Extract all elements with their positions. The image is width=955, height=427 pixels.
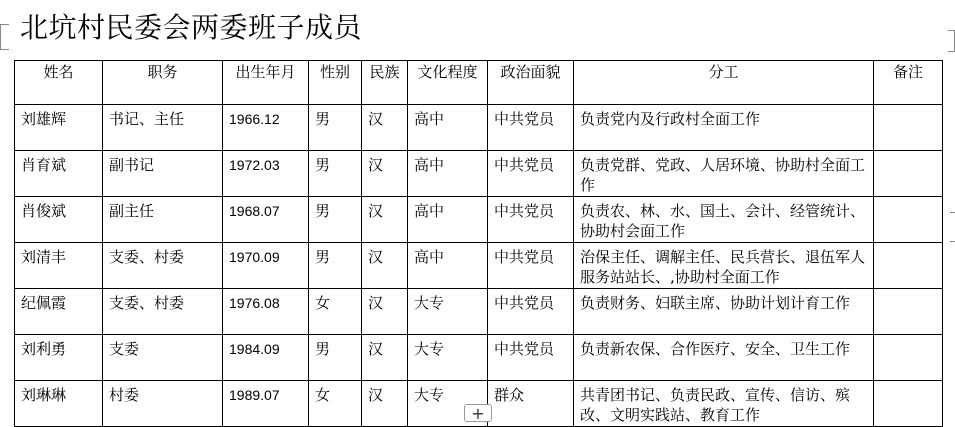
cell-education[interactable]: 高中 [408, 105, 488, 151]
cell-duty[interactable]: 负责财务、妇联主席、协助计划计育工作 [574, 289, 874, 335]
cell-ethnicity[interactable]: 汉 [362, 381, 408, 427]
cell-gender[interactable]: 男 [309, 105, 362, 151]
cell-birth[interactable]: 1968.07 [223, 197, 309, 243]
cell-gender[interactable]: 男 [309, 335, 362, 381]
table-row [15, 335, 943, 381]
cell-position[interactable]: 书记、主任 [103, 105, 223, 151]
cell-name[interactable]: 肖俊斌 [15, 197, 103, 243]
cell-position[interactable]: 副主任 [103, 197, 223, 243]
cell-birth[interactable]: 1989.07 [223, 381, 309, 427]
cell-position[interactable]: 支委、村委 [103, 243, 223, 289]
cell-remarks[interactable] [874, 335, 943, 381]
table-row [15, 105, 943, 151]
cell-political[interactable]: 中共党员 [488, 335, 574, 381]
cell-political[interactable]: 中共党员 [488, 197, 574, 243]
cell-name[interactable]: 刘利勇 [15, 335, 103, 381]
table-row [15, 197, 943, 243]
cell-position[interactable]: 支委、村委 [103, 289, 223, 335]
cell-birth[interactable]: 1976.08 [223, 289, 309, 335]
cell-political[interactable]: 群众 [488, 381, 574, 427]
table-row [15, 289, 943, 335]
cell-remarks[interactable] [874, 197, 943, 243]
members-table [14, 60, 943, 427]
cell-education[interactable]: 高中 [408, 243, 488, 289]
cell-remarks[interactable] [874, 289, 943, 335]
cell-ethnicity[interactable]: 汉 [362, 335, 408, 381]
cell-education[interactable]: 大专 [408, 381, 488, 427]
cell-name[interactable]: 纪佩霞 [15, 289, 103, 335]
table-header-row [15, 61, 943, 105]
header-gender: 性别 [309, 61, 362, 105]
cell-gender[interactable]: 男 [309, 151, 362, 197]
cell-duty[interactable]: 负责党群、党政、人居环境、协助村全面工作 [574, 151, 874, 197]
cell-remarks[interactable] [874, 243, 943, 289]
header-name: 姓名 [15, 61, 103, 105]
cell-education[interactable]: 高中 [408, 151, 488, 197]
cell-duty[interactable]: 负责党内及行政村全面工作 [574, 105, 874, 151]
cell-education[interactable]: 高中 [408, 197, 488, 243]
header-political: 政治面貌 [488, 61, 574, 105]
table-row [15, 151, 943, 197]
cell-ethnicity[interactable]: 汉 [362, 151, 408, 197]
cell-remarks[interactable] [874, 105, 943, 151]
header-duty: 分工 [574, 61, 874, 105]
page-margin-mark-right [948, 30, 955, 52]
add-row-button[interactable]: + [464, 404, 492, 422]
page-margin-mark-left [0, 24, 9, 50]
cell-gender[interactable]: 男 [309, 197, 362, 243]
cell-gender[interactable]: 男 [309, 243, 362, 289]
header-education: 文化程度 [408, 61, 488, 105]
cell-political[interactable]: 中共党员 [488, 105, 574, 151]
table-row [15, 243, 943, 289]
cell-ethnicity[interactable]: 汉 [362, 289, 408, 335]
cell-name[interactable]: 刘琳琳 [15, 381, 103, 427]
cell-political[interactable]: 中共党员 [488, 151, 574, 197]
header-position: 职务 [103, 61, 223, 105]
cell-education[interactable]: 大专 [408, 335, 488, 381]
cell-duty[interactable]: 负责新农保、合作医疗、安全、卫生工作 [574, 335, 874, 381]
cell-position[interactable]: 副书记 [103, 151, 223, 197]
cell-birth[interactable]: 1966.12 [223, 105, 309, 151]
cell-name[interactable]: 肖育斌 [15, 151, 103, 197]
cell-political[interactable]: 中共党员 [488, 243, 574, 289]
cell-education[interactable]: 大专 [408, 289, 488, 335]
cell-position[interactable]: 村委 [103, 381, 223, 427]
cell-position[interactable]: 支委 [103, 335, 223, 381]
cell-duty[interactable]: 治保主任、调解主任、民兵营长、退伍军人服务站站长、,协助村全面工作 [574, 243, 874, 289]
cell-name[interactable]: 刘清丰 [15, 243, 103, 289]
cell-name[interactable]: 刘雄辉 [15, 105, 103, 151]
cell-birth[interactable]: 1970.09 [223, 243, 309, 289]
header-ethnicity: 民族 [362, 61, 408, 105]
cell-duty[interactable]: 负责农、林、水、国土、会计、经管统计、协助村会面工作 [574, 197, 874, 243]
page-margin-mark-right-lower [950, 212, 955, 242]
cell-birth[interactable]: 1972.03 [223, 151, 309, 197]
cell-political[interactable]: 中共党员 [488, 289, 574, 335]
cell-ethnicity[interactable]: 汉 [362, 105, 408, 151]
cell-birth[interactable]: 1984.09 [223, 335, 309, 381]
cell-gender[interactable]: 女 [309, 381, 362, 427]
document-title: 北坑村民委会两委班子成员 [20, 11, 363, 44]
cell-ethnicity[interactable]: 汉 [362, 197, 408, 243]
header-remarks: 备注 [874, 61, 943, 105]
cell-ethnicity[interactable]: 汉 [362, 243, 408, 289]
cell-duty[interactable]: 共青团书记、负责民政、宣传、信访、殡改、文明实践站、教育工作 [574, 381, 874, 427]
header-birth: 出生年月 [223, 61, 309, 105]
cell-remarks[interactable] [874, 151, 943, 197]
cell-gender[interactable]: 女 [309, 289, 362, 335]
